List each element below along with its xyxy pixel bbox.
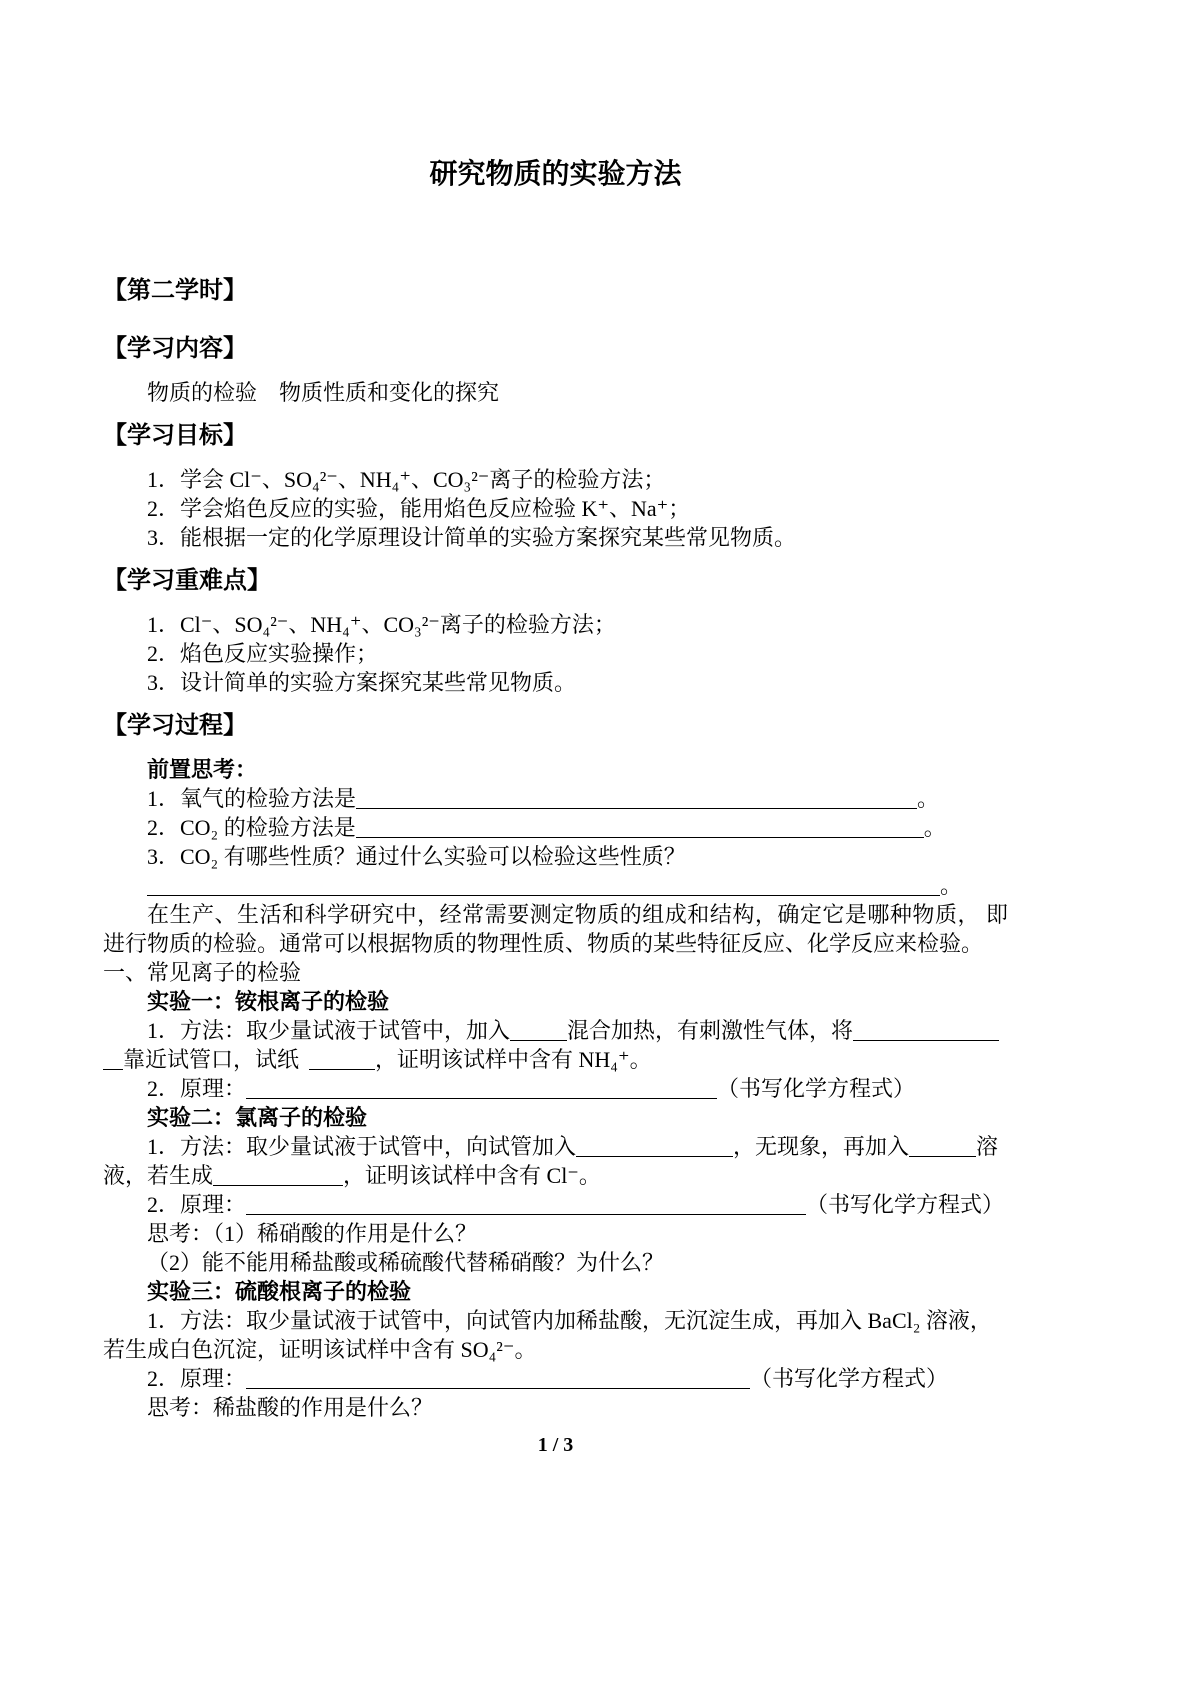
- content-heading: 【学习内容】: [103, 335, 247, 362]
- experiment-2-think: （2）能不能用稀盐酸或稀硫酸代替稀硝酸？为什么？: [147, 1250, 665, 1275]
- lesson-heading: 【第二学时】: [103, 277, 247, 304]
- principle-label: 2．原理：: [147, 1192, 247, 1217]
- experiment-2-principle: [103, 1190, 1008, 1219]
- experiment-3-method: 1．方法：取少量试液于试管中，向试管内加稀盐酸，无沉淀生成，再加入 BaCl₂ 溶液，: [147, 1308, 992, 1333]
- goal-item: 2．学会焰色反应的实验，能用焰色反应检验 K⁺、Na⁺；: [147, 496, 691, 521]
- question-end: 。: [923, 815, 946, 840]
- experiment-3-title: 实验三：硫酸根离子的检验: [147, 1279, 412, 1304]
- document-title: 研究物质的实验方法: [429, 159, 682, 190]
- intro-paragraph-line: 在生产、生活和科学研究中，经常需要测定物质的组成和结构，确定它是哪种物质， 即: [147, 902, 1008, 927]
- key-point-item: 2．焰色反应实验操作；: [147, 641, 379, 666]
- key-points-heading: 【学习重难点】: [103, 567, 271, 594]
- principle-label: 2．原理：: [147, 1076, 247, 1101]
- experiment-3-principle: [103, 1364, 1008, 1393]
- goal-item: 3．能根据一定的化学原理设计简单的实验方案探究某些常见物质。: [147, 525, 797, 550]
- principle-note: （书写化学方程式）: [717, 1076, 916, 1101]
- method-text: ，无现象，再加入: [733, 1134, 910, 1159]
- pre-question-1: [103, 784, 1008, 813]
- method-text: 靠近试管口，试纸: [123, 1047, 300, 1072]
- method-text: 溶: [976, 1134, 999, 1159]
- answer-blank: [246, 1192, 806, 1215]
- experiment-1-title: 实验一：铵根离子的检验: [147, 989, 390, 1014]
- answer-blank: [309, 1047, 375, 1070]
- answer-blank: [356, 786, 917, 809]
- goals-heading: 【学习目标】: [103, 422, 247, 449]
- pre-thinking-label: 前置思考：: [147, 757, 258, 782]
- answer-blank: [909, 1134, 976, 1157]
- answer-blank: [213, 1163, 343, 1186]
- experiment-1-method-cont: [103, 1045, 1008, 1074]
- pre-question-3: 3．CO₂ 有哪些性质？通过什么实验可以检验这些性质？: [147, 844, 686, 869]
- goal-item: 1．学会 Cl⁻、SO₄²⁻、NH₄⁺、CO₃²⁻离子的检验方法；: [147, 467, 666, 492]
- method-text: 1．方法：取少量试液于试管中，加入: [147, 1018, 511, 1043]
- section-title: 一、常见离子的检验: [103, 960, 302, 985]
- pre-question-3-answer: [103, 871, 1008, 900]
- question-end: 。: [917, 786, 940, 811]
- key-point-item: 1．Cl⁻、SO₄²⁻、NH₄⁺、CO₃²⁻离子的检验方法；: [147, 612, 616, 637]
- answer-blank: [246, 1076, 717, 1099]
- question-text: 2．CO₂ 的检验方法是: [147, 815, 356, 840]
- answer-blank: [147, 873, 940, 896]
- process-heading: 【学习过程】: [103, 712, 247, 739]
- method-text: 1．方法：取少量试液于试管中，向试管加入: [147, 1134, 577, 1159]
- pre-question-2: [103, 813, 1008, 842]
- experiment-2-method-cont: [103, 1161, 1008, 1190]
- method-text: ，证明该试样中含有 Cl⁻。: [343, 1163, 601, 1188]
- answer-blank: [246, 1366, 750, 1389]
- content-text: 物质的检验 物质性质和变化的探究: [147, 380, 500, 405]
- intro-paragraph-line: 进行物质的检验。通常可以根据物质的物理性质、物质的某些特征反应、化学反应来检验。: [103, 931, 984, 956]
- answer-blank: [576, 1134, 733, 1157]
- experiment-1-method: [103, 1016, 1008, 1045]
- answer-blank: [356, 815, 924, 838]
- question-text: 1．氧气的检验方法是: [147, 786, 357, 811]
- method-text: 混合加热，有刺激性气体，将: [567, 1018, 854, 1043]
- principle-note: （书写化学方程式）: [750, 1366, 949, 1391]
- key-point-item: 3．设计简单的实验方案探究某些常见物质。: [147, 670, 577, 695]
- experiment-2-title: 实验二：氯离子的检验: [147, 1105, 368, 1130]
- principle-label: 2．原理：: [147, 1366, 247, 1391]
- experiment-2-think: 思考：（1）稀硝酸的作用是什么？: [147, 1221, 478, 1246]
- experiment-2-method: [103, 1132, 1008, 1161]
- page-content: [103, 155, 1008, 1422]
- experiment-3-method-cont: 若生成白色沉淀，证明该试样中含有 SO₄²⁻。: [103, 1337, 537, 1362]
- page-number: 1 / 3: [537, 1434, 574, 1456]
- experiment-3-think: 思考：稀盐酸的作用是什么？: [147, 1395, 434, 1420]
- method-text: 液，若生成: [103, 1163, 214, 1188]
- principle-note: （书写化学方程式）: [806, 1192, 1005, 1217]
- experiment-1-principle: [103, 1074, 1008, 1103]
- answer-blank: [853, 1018, 999, 1041]
- answer-blank: [510, 1018, 567, 1041]
- method-text: ，证明该试样中含有 NH₄⁺。: [375, 1047, 652, 1072]
- question-end: 。: [940, 873, 963, 898]
- answer-blank: [103, 1047, 123, 1070]
